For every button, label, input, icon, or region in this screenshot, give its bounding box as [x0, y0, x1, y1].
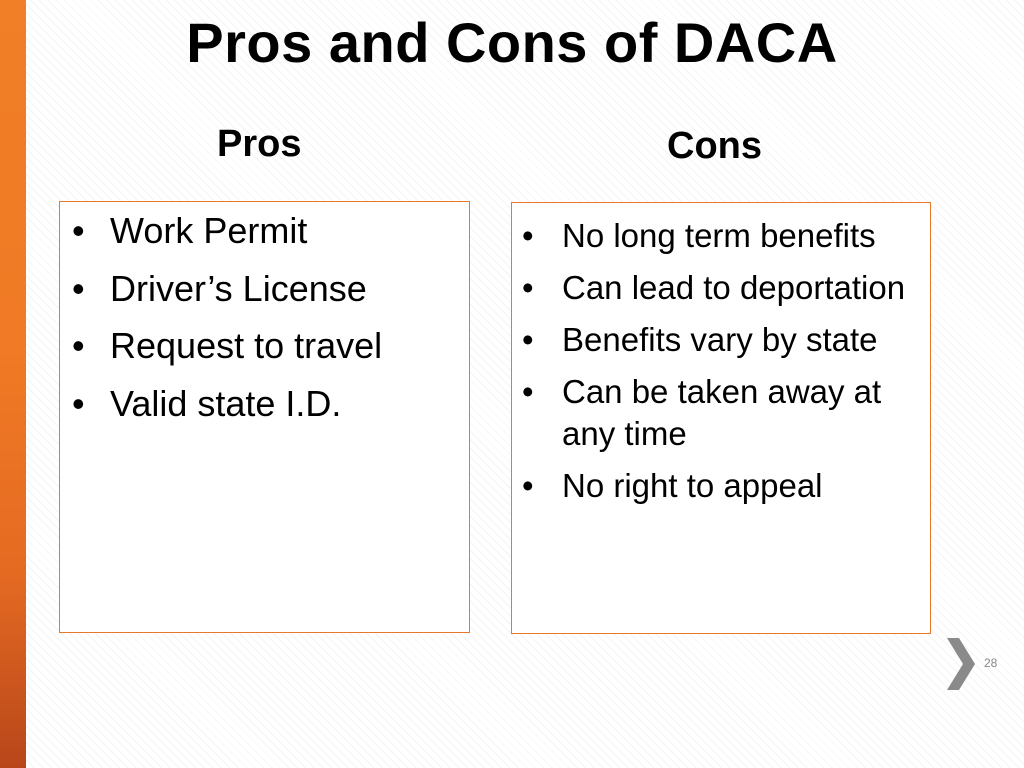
bullet: •	[72, 267, 85, 309]
slide-title: Pros and Cons of DACA	[186, 11, 838, 74]
bullet: •	[72, 210, 85, 251]
pros-item	[72, 325, 382, 367]
chevron-right-icon[interactable]	[945, 638, 975, 690]
pros-item	[72, 210, 382, 252]
pros-item-text: Valid state I.D.	[110, 382, 342, 424]
cons-item	[522, 215, 922, 257]
bullet: •	[522, 217, 534, 254]
pros-item	[72, 383, 382, 425]
bullet: •	[522, 373, 534, 410]
cons-item-text: No right to appeal	[562, 467, 823, 504]
bullet: •	[522, 321, 534, 358]
side-accent-bar	[0, 0, 26, 768]
pros-box	[59, 201, 470, 633]
cons-item-text: Can be taken away at any time	[562, 373, 882, 452]
page-number: 28	[984, 656, 998, 670]
pros-item-text: Request to travel	[110, 325, 383, 366]
bullet: •	[72, 325, 85, 366]
cons-item-text: Can lead to deportation	[562, 269, 906, 306]
pros-item-text: Work Permit	[110, 210, 308, 251]
cons-list	[522, 215, 922, 517]
cons-item	[522, 371, 922, 455]
pros-item-text: Driver’s License	[110, 267, 367, 309]
pros-heading: Pros	[217, 123, 302, 165]
bullet: •	[522, 269, 534, 306]
bullet: •	[522, 467, 534, 504]
cons-item-text: Benefits vary by state	[562, 321, 878, 358]
pros-item	[72, 268, 382, 310]
cons-item	[522, 267, 922, 309]
cons-item-text: No long term benefits	[562, 217, 876, 254]
cons-box	[511, 202, 931, 634]
bullet: •	[72, 382, 85, 424]
cons-item	[522, 319, 922, 361]
cons-item	[522, 465, 922, 507]
pros-list	[72, 210, 382, 440]
cons-heading: Cons	[667, 125, 762, 167]
